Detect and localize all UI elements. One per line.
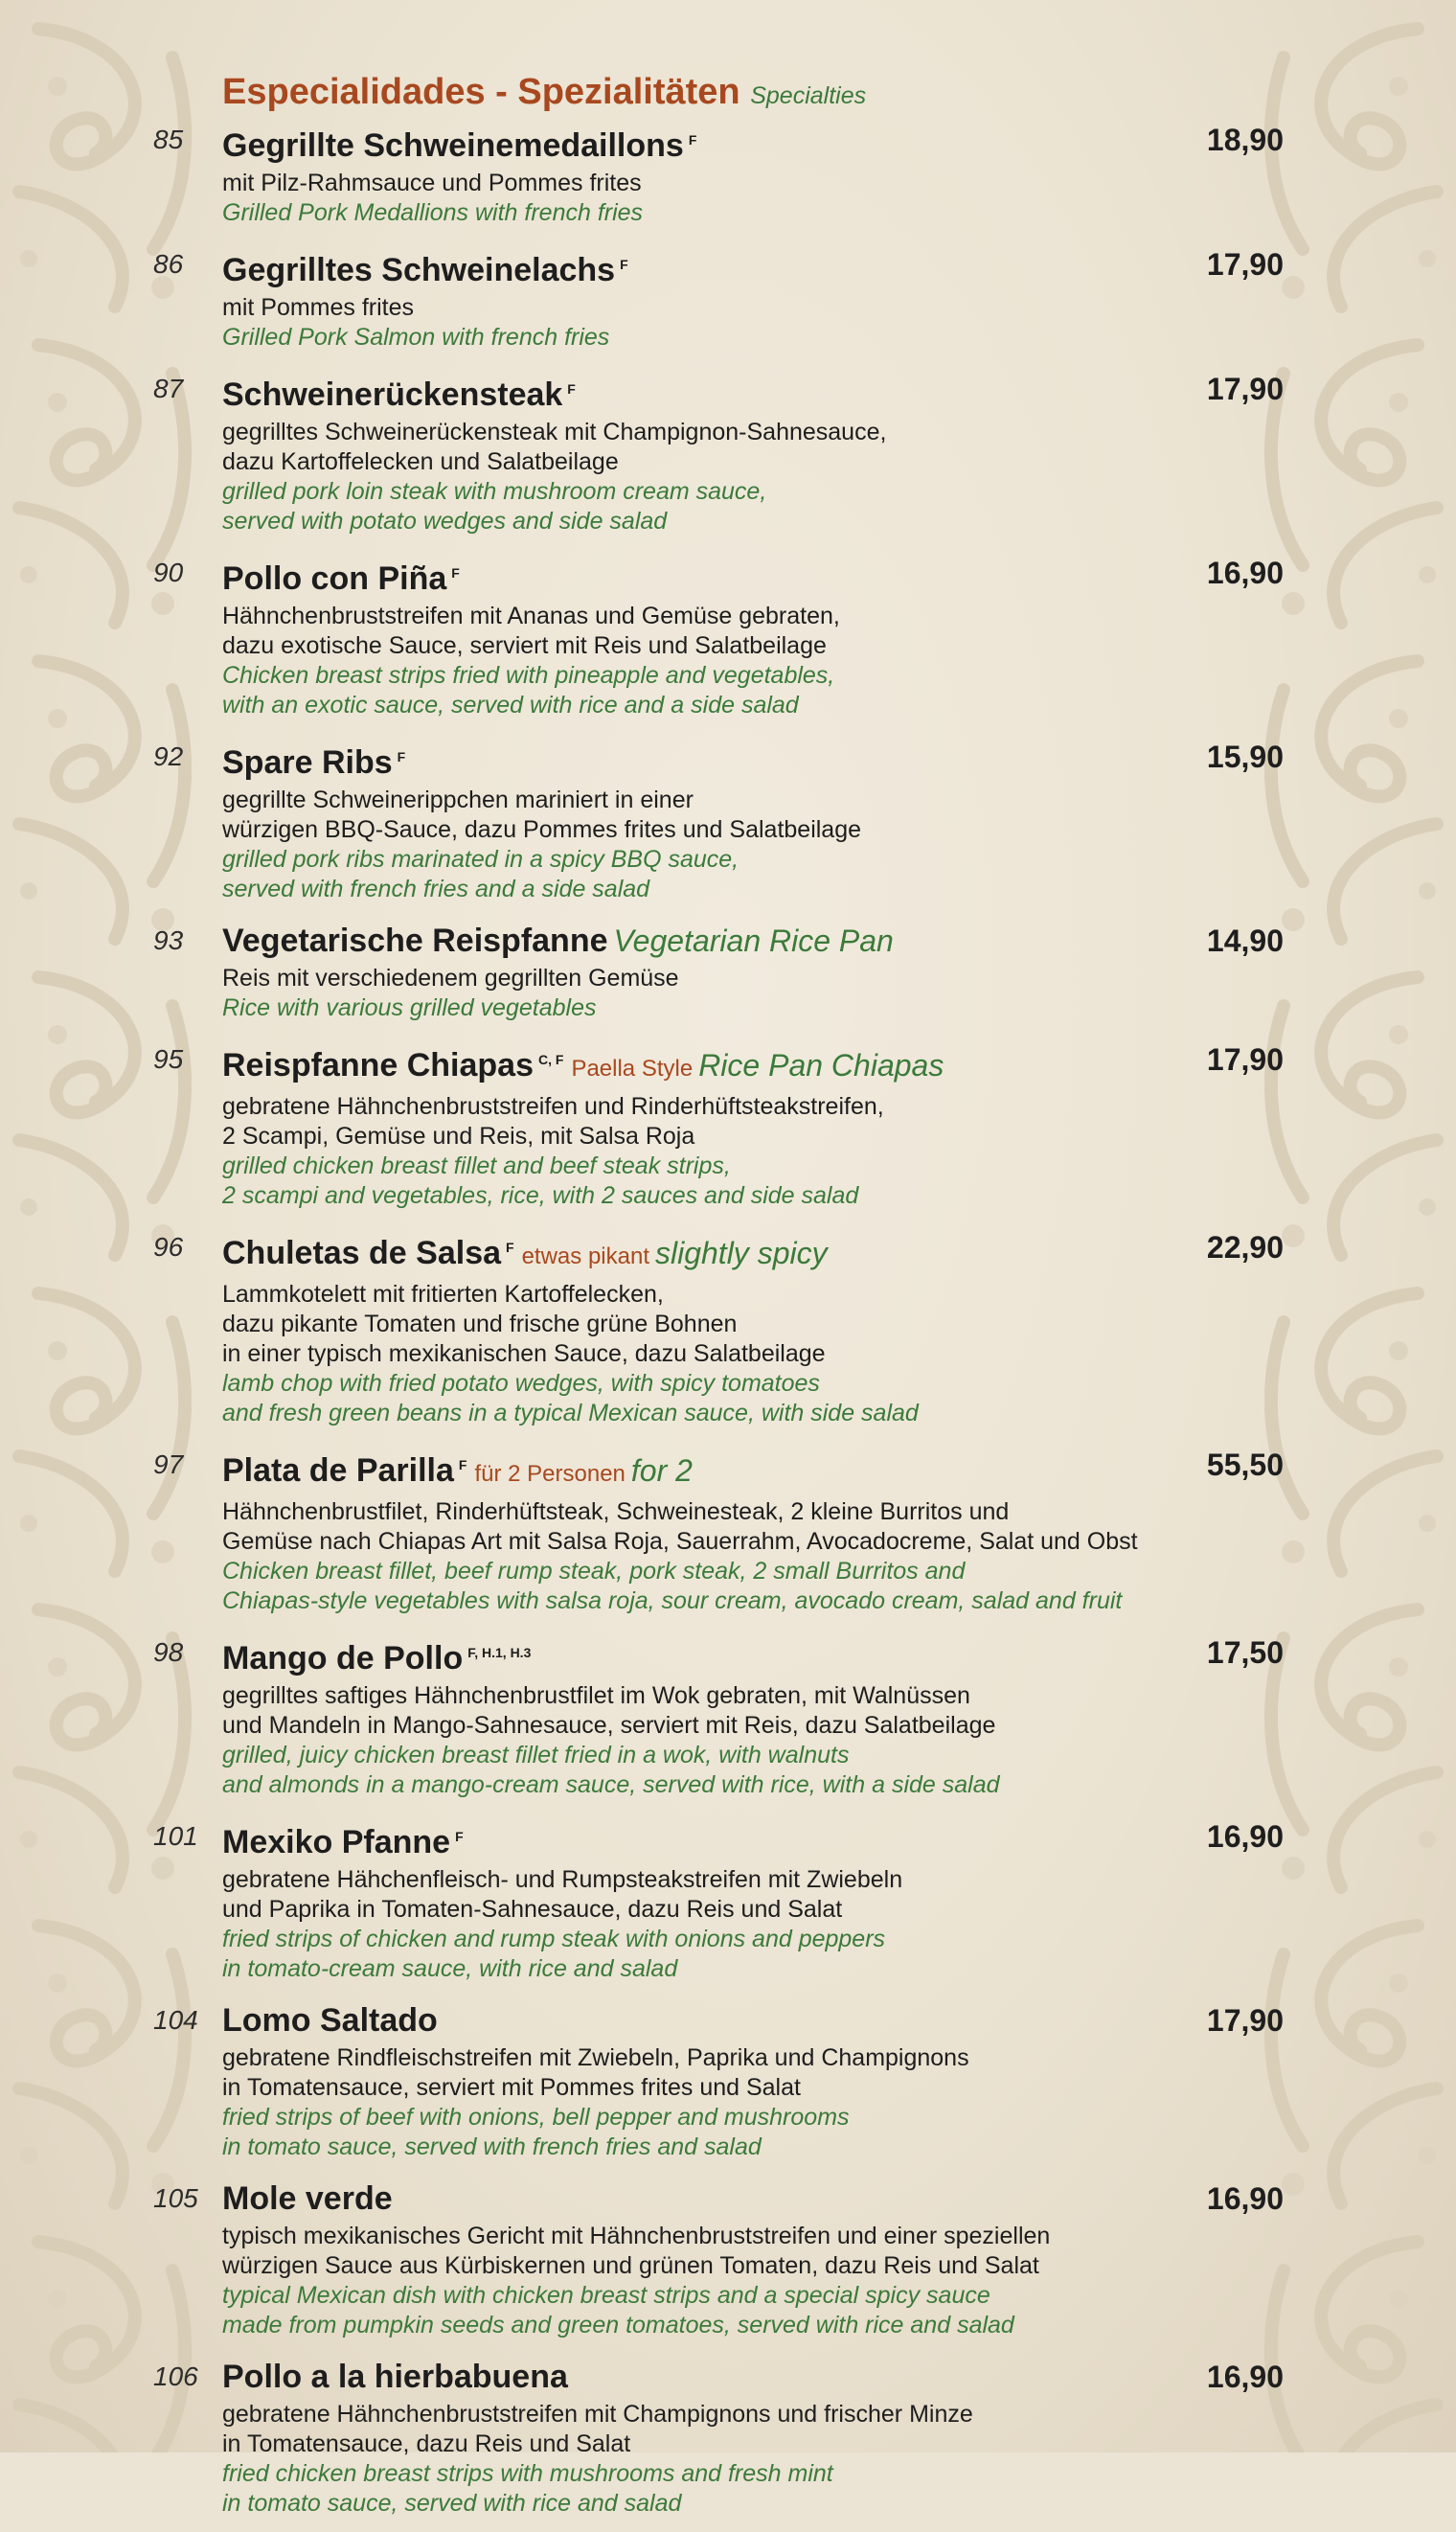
item-description-german: gegrilltes saftiges Hähnchenbrustfilet im Wok gebraten, mit Walnüssen [222,1682,970,1709]
item-name: Pollo con Piña [222,560,447,597]
menu-item [153,1630,1284,1800]
menu-item [153,734,1284,904]
item-description-english: and fresh green beans in a typical Mexican sauce, with side salad [222,1400,919,1426]
item-price: 14,90 [1206,924,1284,958]
item-description-english: 2 scampi and vegetables, rice, with 2 sauces and side salad [222,1182,859,1209]
item-description-german: typisch mexikanisches Gericht mit Hähnchenbruststreifen und einer speziellen [222,2223,1051,2249]
item-price: 16,90 [1206,2360,1284,2394]
menu-item [153,550,1284,720]
item-number: 92 [153,741,184,771]
section-title-en: Specialties [750,82,867,109]
menu-item [153,1997,1284,2162]
item-description-german: gebratene Rindfleischstreifen mit Zwiebeln, Paprika und Champignons [222,2044,969,2071]
allergen-marker: F [620,257,628,272]
allergen-marker: F [397,749,406,764]
item-description-english: in tomato sauce, served with rice and salad [222,2490,682,2517]
menu-item [153,918,1284,1023]
item-price: 16,90 [1206,556,1284,590]
item-description-german: mit Pilz-Rahmsauce und Pommes frites [222,170,642,196]
item-number: 93 [153,925,184,955]
allergen-marker: F, H.1, H.3 [467,1645,532,1660]
item-tag-english: Rice Pan Chiapas [698,1048,944,1083]
item-number: 101 [153,1821,198,1851]
item-description-english: Grilled Pork Salmon with french fries [222,324,610,351]
item-description-german: Reis mit verschiedenem gegrillten Gemüse [222,965,679,992]
item-name: Chuletas de Salsa [222,1235,502,1271]
item-description-german: in einer typisch mexikanischen Sauce, dazu Salatbeilage [222,1340,826,1367]
item-description-english: grilled pork ribs marinated in a spicy BBQ sauce, [222,846,739,873]
section-title [222,67,1284,117]
item-description-german: Gemüse nach Chiapas Art mit Salsa Roja, Sauerrahm, Avocadocreme, Salat und Obst [222,1528,1138,1555]
item-tag-english: slightly spicy [654,1236,828,1270]
item-description-english: served with potato wedges and side salad [222,508,668,535]
item-description-german: mit Pommes frites [222,294,415,321]
item-description-german: gegrilltes Schweinerückensteak mit Champignon-Sahnesauce, [222,419,887,445]
item-price: 17,50 [1206,1635,1284,1670]
item-name: Reispfanne Chiapas [222,1047,534,1084]
item-number: 86 [153,249,184,279]
item-price: 16,90 [1206,2181,1284,2216]
allergen-marker: F [567,381,576,397]
allergen-marker: F [458,1457,467,1472]
item-price: 15,90 [1206,740,1284,774]
item-name: Vegetarische Reispfanne [222,923,608,959]
menu-item [153,241,1284,353]
item-description-english: made from pumpkin seeds and green tomatoes, served with rice and salad [222,2312,1014,2338]
item-description-german: und Paprika in Tomaten-Sahnesauce, dazu Reis und Salat [222,1896,843,1923]
item-name: Mole verde [222,2180,393,2217]
item-description-english: Chicken breast fillet, beef rump steak, pork steak, 2 small Burritos and [222,1558,966,1585]
item-tag: etwas pikant [521,1243,649,1269]
item-number: 87 [153,374,184,403]
item-description-german: und Mandeln in Mango-Sahnesauce, serviert mit Reis, dazu Salatbeilage [222,1712,996,1739]
menu-item [153,1442,1284,1616]
item-name: Spare Ribs [222,744,393,781]
menu-items-list [153,117,1284,2519]
item-description-english: with an exotic sauce, served with rice and a side salad [222,692,799,719]
item-description-german: würzigen Sauce aus Kürbiskernen und grünen Tomaten, dazu Reis und Salat [222,2252,1039,2279]
item-description-german: Hähnchenbruststreifen mit Ananas und Gemüse gebraten, [222,603,840,629]
item-description-german: würzigen BBQ-Sauce, dazu Pommes frites und Salatbeilage [222,816,862,843]
item-description-english: in tomato-cream sauce, with rice and salad [222,1955,678,1982]
item-number: 90 [153,558,184,587]
item-tag-english: for 2 [630,1453,693,1488]
item-description-english: Chiapas-style vegetables with salsa roja, sour cream, avocado cream, salad and fruit [222,1587,1123,1614]
item-description-german: gebratene Hähnchenbruststreifen und Rinderhüftsteakstreifen, [222,1093,884,1120]
item-name: Pollo a la hierbabuena [222,2359,568,2395]
item-tag-english: Vegetarian Rice Pan [613,924,894,958]
menu-item [153,2176,1284,2340]
allergen-marker: F [451,565,460,581]
item-description-english: and almonds in a mango-cream sauce, served with rice, with a side salad [222,1771,1000,1798]
item-description-english: grilled chicken breast fillet and beef steak strips, [222,1152,731,1179]
item-description-german: gebratene Hähchenfleisch- und Rumpsteakstreifen mit Zwiebeln [222,1866,903,1893]
item-description-german: Lammkotelett mit fritierten Kartoffelecken, [222,1281,664,1308]
item-number: 96 [153,1232,184,1262]
item-description-english: grilled, juicy chicken breast fillet fried in a wok, with walnuts [222,1742,850,1768]
item-description-english: Chicken breast strips fried with pineapple and vegetables, [222,662,835,689]
item-price: 17,90 [1206,2003,1284,2038]
item-description-german: dazu Kartoffelecken und Salatbeilage [222,448,619,475]
menu-page [153,67,1284,2532]
item-number: 106 [153,2361,198,2391]
item-description-german: gebratene Hähnchenbruststreifen mit Champignons und frischer Minze [222,2401,973,2428]
allergen-marker: F [455,1829,464,1844]
item-number: 105 [153,2183,198,2213]
item-tag: für 2 Personen [474,1461,626,1487]
item-description-english: served with french fries and a side salad [222,876,650,902]
allergen-marker: C, F [537,1052,564,1067]
item-description-english: fried chicken breast strips with mushrooms and fresh mint [222,2460,833,2487]
item-price: 17,90 [1206,372,1284,406]
menu-item [153,117,1284,228]
menu-item [153,366,1284,536]
item-name: Gegrilltes Schweinelachs [222,252,616,288]
item-description-german: 2 Scampi, Gemüse und Reis, mit Salsa Roja [222,1123,695,1150]
item-name: Mango de Pollo [222,1640,464,1677]
item-description-english: Rice with various grilled vegetables [222,994,597,1021]
item-number: 85 [153,125,184,154]
item-description-english: lamb chop with fried potato wedges, with spicy tomatoes [222,1370,820,1397]
allergen-marker: F [688,132,697,148]
item-description-german: in Tomatensauce, dazu Reis und Salat [222,2430,631,2457]
item-description-german: Hähnchenbrustfilet, Rinderhüftsteak, Schweinesteak, 2 kleine Burritos und [222,1498,1010,1525]
menu-item [153,1037,1284,1211]
item-name: Lomo Saltado [222,2002,438,2039]
menu-item [153,2354,1284,2519]
item-number: 95 [153,1044,184,1074]
item-name: Gegrillte Schweinemedaillons [222,127,684,164]
item-price: 16,90 [1206,1819,1284,1854]
menu-item [153,1813,1284,1984]
item-description-english: Grilled Pork Medallions with french fries [222,199,644,226]
item-name: Plata de Parilla [222,1452,454,1489]
item-description-german: in Tomatensauce, serviert mit Pommes frites und Salat [222,2074,801,2101]
item-description-german: dazu exotische Sauce, serviert mit Reis und Salatbeilage [222,632,827,659]
item-description-english: grilled pork loin steak with mushroom cream sauce, [222,478,767,505]
item-name: Schweinerückensteak [222,376,563,413]
item-price: 17,90 [1206,1042,1284,1077]
allergen-marker: F [506,1240,514,1255]
item-description-german: gegrillte Schweinerippchen mariniert in einer [222,787,694,813]
item-number: 97 [153,1449,184,1479]
item-description-english: typical Mexican dish with chicken breast strips and a special spicy sauce [222,2282,990,2309]
item-description-english: fried strips of beef with onions, bell pepper and mushrooms [222,2104,850,2131]
item-price: 22,90 [1206,1230,1284,1265]
item-price: 55,50 [1206,1448,1284,1482]
item-number: 104 [153,2005,198,2035]
item-price: 17,90 [1206,247,1284,282]
item-name: Mexiko Pfanne [222,1824,451,1860]
item-price: 18,90 [1206,123,1284,157]
item-description-german: dazu pikante Tomaten und frische grüne Bohnen [222,1311,738,1337]
item-number: 98 [153,1637,184,1667]
section-title-es-de: Especialidades - Spezialitäten [222,72,740,112]
item-tag: Paella Style [571,1056,694,1082]
item-description-english: in tomato sauce, served with french fries and salad [222,2133,762,2160]
item-description-english: fried strips of chicken and rump steak with onions and peppers [222,1926,886,1952]
menu-item [153,1224,1284,1428]
